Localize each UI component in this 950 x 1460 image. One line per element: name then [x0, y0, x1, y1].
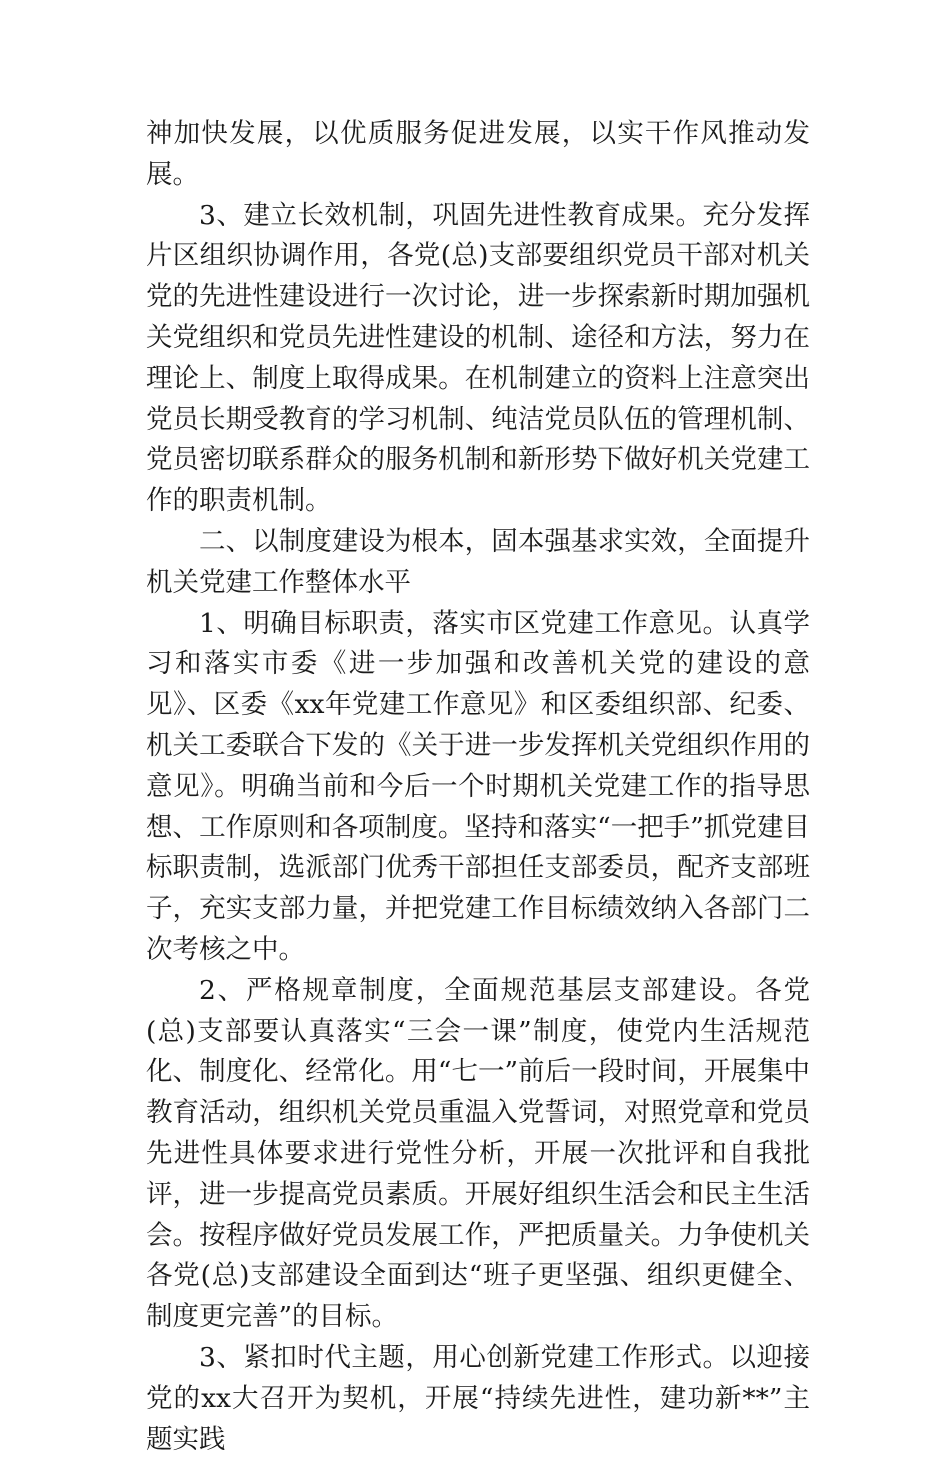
paragraph-clear-goals: 1、明确目标职责，落实市区党建工作意见。认真学习和落实市委《进一步加强和改善机关党的建设的意见》、区委《xx年党建工作意见》和区委组织部、纪委、机关工委联合下发的《关于进一步发挥机关党组织作用的意见》。明确当前和今后一个时期机关党建工作的指导思想、工作原则和各项制度。坚持和落实“一把手”抓党建目标职责制，选派部门优秀干部担任支部委员，配齐支部班子，充实支部力量，并把党建工作目标绩效纳入各部门二次考核之中。: [146, 607, 810, 965]
section-heading-institution-building: 二、以制度建设为根本，固本强基求实效，全面提升机关党建工作整体水平: [146, 525, 810, 598]
paragraph-continuation: 神加快发展，以优质服务促进发展，以实干作风推动发展。: [146, 118, 810, 190]
document-body: [146, 114, 810, 1460]
paragraph-theme-of-era: 3、紧扣时代主题，用心创新党建工作形式。以迎接党的xx大召开为契机，开展“持续先进性，建功新**”主题实践: [146, 1341, 810, 1455]
paragraph-long-term-mechanism: 3、建立长效机制，巩固先进性教育成果。充分发挥片区组织协调作用，各党(总)支部要组织党员干部对机关党的先进性建设进行一次讨论，进一步探索新时期加强机关党组织和党员先进性建设的机制、途径和方法，努力在理论上、制度上取得成果。在机制建立的资料上注意突出党员长期受教育的学习机制、纯洁党员队伍的管理机制、党员密切联系群众的服务机制和新形势下做好机关党建工作的职责机制。: [146, 199, 810, 517]
paragraph-strict-rules: 2、严格规章制度，全面规范基层支部建设。各党(总)支部要认真落实“三会一课”制度，使党内生活规范化、制度化、经常化。用“七一”前后一段时间，开展集中教育活动，组织机关党员重温入党誓词，对照党章和党员先进性具体要求进行党性分析，开展一次批评和自我批评，进一步提高党员素质。开展好组织生活会和民主生活会。按程序做好党员发展工作，严把质量关。力争使机关各党(总)支部建设全面到达“班子更坚强、组织更健全、制度更完善”的目标。: [146, 974, 810, 1333]
